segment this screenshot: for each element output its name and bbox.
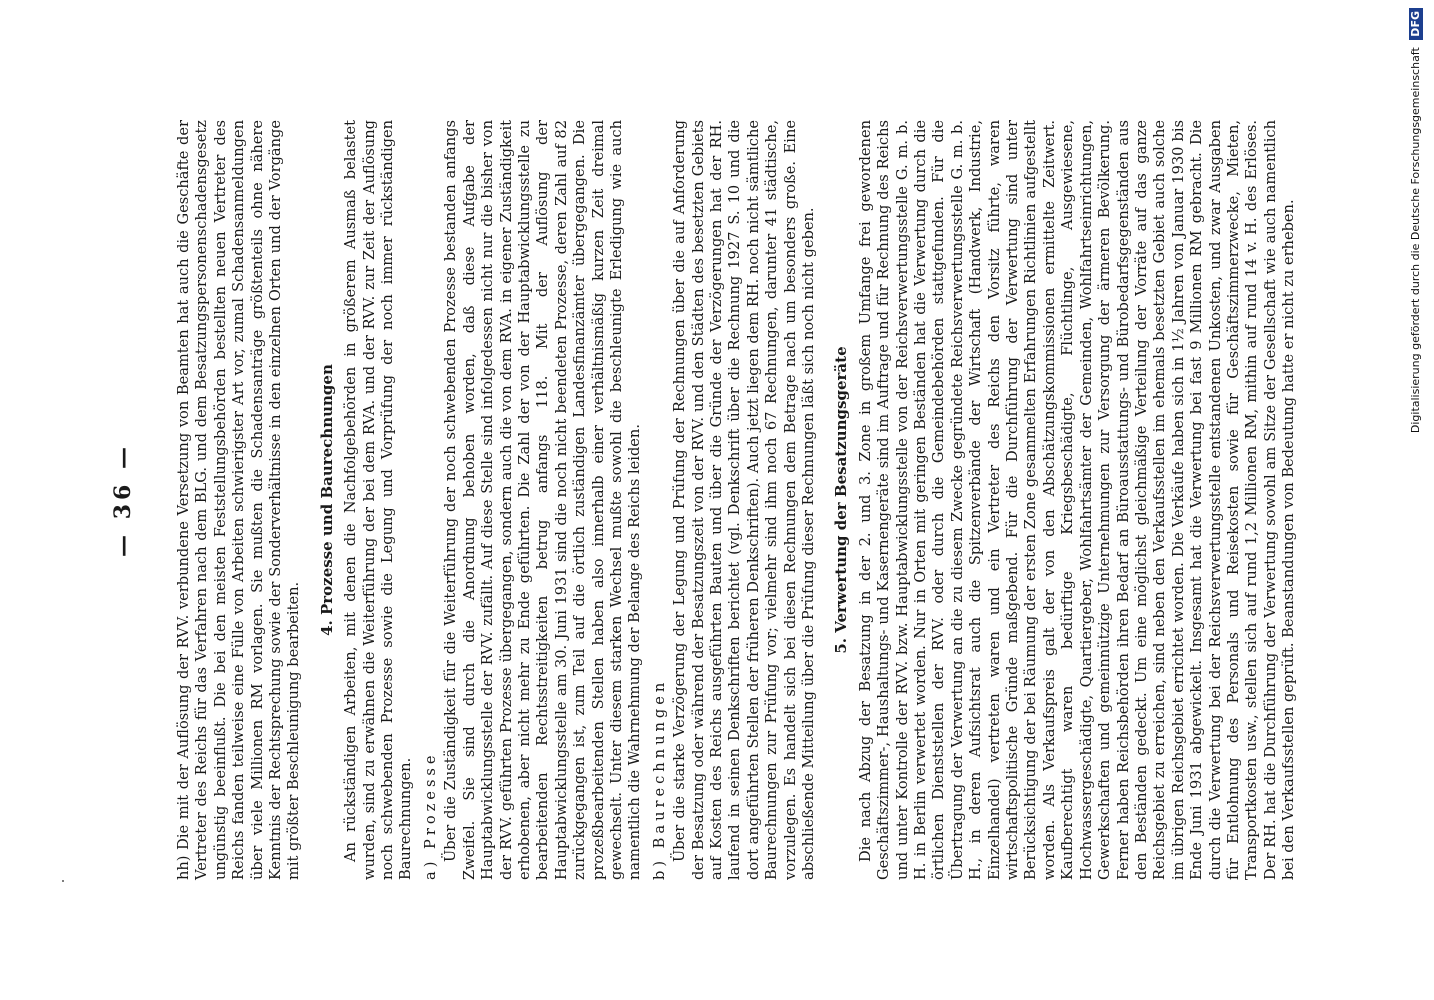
rotated-document-page: [40, 60, 1430, 940]
scan-speck: [62, 880, 64, 882]
page-number: — 36 —: [110, 443, 136, 557]
attribution-text: Digitalisierung gefördert durch die Deutsche Forschungsgemeinschaft: [1409, 47, 1422, 434]
subsection-a-paragraph: Über die Zuständigkeit für die Weiterführung der noch schwebenden Prozesse bestanden anfangs Zweifel. Sie sind durch die Anordnung behoben worden, daß diese Aufgabe der Hauptabwicklungsstelle der RVV. zufällt. Auf diese Stelle sind infolgedessen nicht nur die bisher von der RVV. geführten Prozesse übergegangen, sondern auch die von dem RVA. in eigener Zuständigkeit erhobenen, aber nicht mehr zu Ende geführten. Die Zahl der von der Hauptabwicklungsstelle zu bearbeitenden Rechtsstreitigkeiten betrug anfangs 118. Mit der Auflösung der Hauptabwicklungsstelle am 30. Juni 1931 sind die noch nicht beendeten Prozesse, deren Zahl auf 82 zurückgegangen ist, zum Teil auf die örtlich zuständigen Landesfinanzämter übergegangen. Die prozeßbearbeitenden Stellen haben also innerhalb einer verhältnismäßig kurzen Zeit dreimal gewechselt. Unter diesem starken Wechsel mußte sowohl die beschleunigte Erledigung wie auch namentlich die Wahrnehmung der Belange des Reichs leiden.: [442, 120, 644, 880]
section-5-heading: 5. Verwertung der Besatzungsgeräte: [832, 346, 851, 654]
subsection-b-heading: b) Baurechnungen: [650, 678, 668, 880]
attribution-sidebar: [1405, 8, 1427, 992]
section-4-intro: An rückständigen Arbeiten, mit denen die Nachfolgebehörden in größerem Ausmaß belastet wurden, sind zu erwähnen die Weiterführung der bei dem RVA. und der RVV. zur Zeit der Auflösung noch schwebenden Prozesse sowie die Legung und Vorprüfung der noch immer rückständigen Baurechnungen.: [342, 120, 415, 880]
text-column: [175, 120, 1301, 880]
subsection-b-paragraph: Über die starke Verzögerung der Legung und Prüfung der Rechnungen über die auf Anforderung der Besatzung oder während der Besatzungszeit von der RVV. und den Städten des besetzten Gebiets auf Kosten des Reichs ausgeführten Bauten und über die Gründe der Verzögerungen hat der RH. laufend in seinen Denkschriften berichtet (vgl. Denkschrift über die Rechnung 1927 S. 10 und die dort angeführten Stellen der früheren Denkschriften). Auch jetzt liegen dem RH. noch nicht sämtliche Baurechnungen zur Prüfung vor; vielmehr sind ihm noch 67 Rechnungen, darunter 41 städtische, vorzulegen. Es handelt sich bei diesen Rechnungen dem Betrage nach um besonders große. Eine abschließende Mitteilung über die Prüfung dieser Rechnungen läßt sich noch nicht geben.: [671, 120, 817, 880]
section-4-heading: 4. Prozesse und Baurechnungen: [317, 364, 336, 636]
dfg-logo: DFG: [1409, 8, 1423, 40]
attribution-text-wrap: [1405, 8, 1427, 992]
paragraph-hh: hh) Die mit der Auflösung der RVV. verbundene Versetzung von Beamten hat auch die Geschäfte der Vertreter des Reichs für das Verfahren nach dem BLG. und dem Besatzungspersonenschadensgesetz ungünstig beeinflußt. Die bei den meisten Feststellungsbehörden bestellten neuen Vertreter des Reichs fanden teilweise eine Fülle von Arbeiten schwierigster Art vor, zumal Schadensanmeldungen über viele Millionen RM vorlagen. Sie mußten die Schadensanträge größtenteils ohne nähere Kenntnis der Rechtsprechung sowie der Sonderverhältnisse in den einzelnen Orten und der Vorgänge mit größter Beschleunigung bearbeiten.: [175, 120, 303, 880]
section-5-paragraph: Die nach Abzug der Besatzung in der 2. und 3. Zone in großem Umfange frei gewordenen Geschäftszimmer-, Haushaltungs- und Kasernengeräte sind im Auftrage und für Rechnung des Reichs und unter Kontrolle der RVV. bzw. Hauptabwicklungsstelle von der Reichsverwertungsstelle G. m. b. H. in Berlin verwertet worden. Nur in Orten mit geringen Beständen hat die Verwertung durch die örtlichen Dienststellen der RVV. oder durch die Gemeindebehörden stattgefunden. Für die Übertragung der Verwertung an die zu diesem Zwecke gegründete Reichsverwertungsstelle G. m. b. H., in deren Aufsichtsrat auch die Spitzenverbände der Wirtschaft (Handwerk, Industrie, Einzelhandel) vertreten waren und ein Vertreter des Reichs den Vorsitz führte, waren wirtschaftspolitische Gründe maßgebend. Für die Durchführung der Verwertung sind unter Berücksichtigung der bei Räumung der ersten Zone gesammelten Erfahrungen Richtlinien aufgestellt worden. Als Verkaufspreis galt der von den Abschätzungskommissionen ermittelte Zeitwert. Kaufberechtigt waren bedürftige Kriegsbeschädigte, Flüchtlinge, Ausgewiesene, Hochwassergeschädigte, Quartiergeber, Wohlfahrtsämter der Gemeinden, Wohlfahrtseinrichtungen, Gewerkschaften und gemeinnützige Unternehmungen zur Versorgung der ärmeren Bevölkerung. Ferner haben Reichsbehörden ihren Bedarf an Büroausstattungs- und Bürobedarfsgegenständen aus den Beständen gedeckt. Um eine möglichst gleichmäßige Verteilung der Vorräte auf das ganze Reichsgebiet zu erreichen, sind neben den Verkaufsstellen im ehemals besetzten Gebiet auch solche im übrigen Reichsgebiet errichtet worden. Die Verkäufe haben sich in 1½ Jahren von Januar 1930 bis Ende Juni 1931 abgewickelt. Insgesamt hat die Verwertung bei fast 9 Millionen RM gebracht. Die durch die Verwertung bei der Reichsverwertungsstelle entstandenen Unkosten, und zwar Ausgaben für Entlohnung des Personals und Reisekosten sowie für Geschäftszimmerzwecke, Mieten, Transportkosten usw., stellen sich auf rund 1,2 Millionen RM, mithin auf rund 14 v. H. des Erlöses. Der RH. hat die Durchführung der Verwertung sowohl am Sitze der Gesellschaft wie auch namentlich bei den Verkaufsstellen geprüft. Beanstandungen von Bedeutung hatte er nicht zu erheben.: [856, 120, 1298, 880]
subsection-a-heading: a) Prozesse: [421, 751, 439, 880]
